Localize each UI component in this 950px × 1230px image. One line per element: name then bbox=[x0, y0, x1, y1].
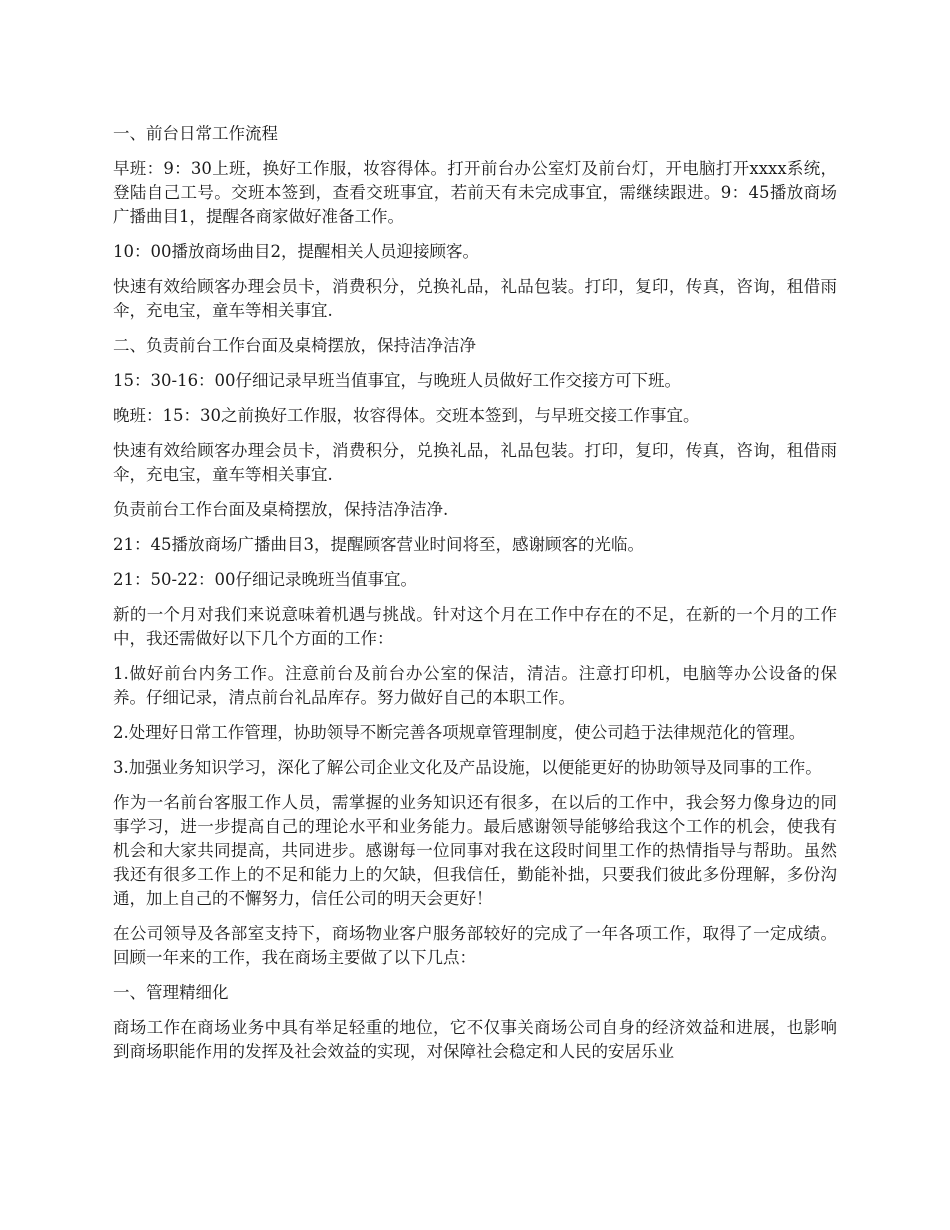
list-item: 2.处理好日常工作管理，协助领导不断完善各项规章管理制度，使公司趋于法律规范化的管理。 bbox=[113, 723, 806, 742]
paragraph: 商场工作在商场业务中具有举足轻重的地位，它不仅事关商场公司自身的经济效益和进展，也影响到商场职能作用的发挥及社会效益的实现，对保障社会稳定和人民的安居乐业 bbox=[113, 1018, 837, 1061]
paragraph: 早班：9：30上班，换好工作服，妆容得体。打开前台办公室灯及前台灯，开电脑打开xxxx系统，登陆自己工号。交班本签到，查看交班事宜，若前天有未完成事宜，需继续跟进。9：45播放商场广播曲目1，提醒各商家做好准备工作。 bbox=[113, 159, 837, 226]
list-item: 3.加强业务知识学习，深化了解公司企业文化及产品设施，以便能更好的协助领导及同事的工作。 bbox=[113, 758, 822, 777]
paragraph: 快速有效给顾客办理会员卡，消费积分，兑换礼品，礼品包装。打印，复印，传真，咨询，租借雨伞，充电宝，童车等相关事宜. bbox=[113, 277, 837, 320]
paragraph: 作为一名前台客服工作人员，需掌握的业务知识还有很多，在以后的工作中，我会努力像身边的同事学习，进一步提高自己的理论水平和业务能力。最后感谢领导能够给我这个工作的机会，使我有机会和大家共同提高，共同进步。感谢每一位同事对我在这段时间里工作的热情指导与帮助。虽然我还有很多工作上的不足和能力上的欠缺，但我信任，勤能补拙，只要我们彼此多份理解，多份沟通，加上自己的不懈努力，信任公司的明天会更好！ bbox=[113, 793, 837, 908]
section-heading: 一、前台日常工作流程 bbox=[113, 124, 278, 143]
paragraph: 21：45播放商场广播曲目3，提醒顾客营业时间将至，感谢顾客的光临。 bbox=[113, 535, 644, 554]
paragraph: 在公司领导及各部室支持下，商场物业客户服务部较好的完成了一年各项工作，取得了一定成绩。回顾一年来的工作，我在商场主要做了以下几点： bbox=[113, 924, 837, 967]
section-heading: 二、负责前台工作台面及桌椅摆放，保持洁净洁净 bbox=[113, 336, 476, 355]
paragraph: 负责前台工作台面及桌椅摆放，保持洁净洁净. bbox=[113, 500, 449, 519]
list-item: 1.做好前台内务工作。注意前台及前台办公室的保洁，清洁。注意打印机，电脑等办公设备的保养。仔细记录，清点前台礼品库存。努力做好自己的本职工作。 bbox=[113, 664, 837, 707]
paragraph: 快速有效给顾客办理会员卡，消费积分，兑换礼品，礼品包装。打印，复印，传真，咨询，租借雨伞，充电宝，童车等相关事宜. bbox=[113, 441, 837, 484]
paragraph: 新的一个月对我们来说意味着机遇与挑战。针对这个月在工作中存在的不足，在新的一个月的工作中，我还需做好以下几个方面的工作： bbox=[113, 605, 837, 648]
paragraph: 10：00播放商场曲目2，提醒相关人员迎接顾客。 bbox=[113, 242, 479, 261]
paragraph: 21：50-22：00仔细记录晚班当值事宜。 bbox=[113, 570, 418, 589]
paragraph: 晚班：15：30之前换好工作服，妆容得体。交班本签到，与早班交接工作事宜。 bbox=[113, 406, 700, 425]
section-heading: 一、管理精细化 bbox=[113, 983, 229, 1002]
document-body bbox=[113, 122, 837, 1075]
paragraph: 15：30-16：00仔细记录早班当值事宜，与晚班人员做好工作交接方可下班。 bbox=[113, 371, 682, 390]
